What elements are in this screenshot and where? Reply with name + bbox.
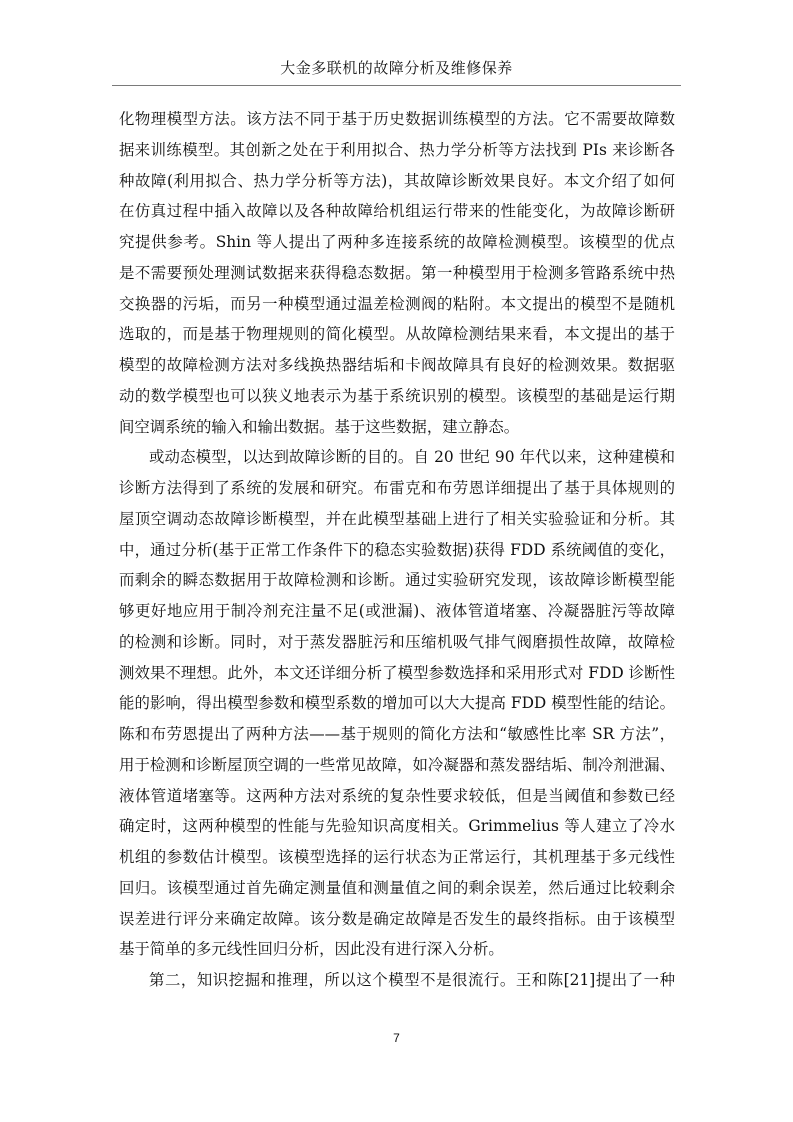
text-line: 是不需要预处理测试数据来获得稳态数据。第一种模型用于检测多管路系统中热 bbox=[119, 263, 675, 282]
text-line: 选取的，而是基于物理规则的简化模型。从故障检测结果来看，本文提出的基于 bbox=[119, 325, 675, 344]
text-line: 究提供参考。Shin 等人提出了两种多连接系统的故障检测模型。该模型的优点 bbox=[119, 233, 675, 251]
text-line: 据来训练模型。其创新之处在于利用拟合、热力学分析等方法找到 PIs 来诊断各 bbox=[119, 140, 675, 159]
paragraph-1 bbox=[119, 104, 675, 442]
text-line: 中，通过分析(基于正常工作条件下的稳态实验数据)获得 FDD 系统阈值的变化， bbox=[119, 540, 675, 559]
text-line: 种故障(利用拟合、热力学分析等方法)，其故障诊断效果良好。本文介绍了如何 bbox=[119, 171, 675, 190]
text-line: 模型的故障检测方法对多线换热器结垢和卡阀故障具有良好的检测效果。数据驱 bbox=[119, 356, 675, 374]
page-number: 7 bbox=[393, 1031, 400, 1045]
text-line: 动的数学模型也可以狭义地表示为基于系统识别的模型。该模型的基础是运行期 bbox=[119, 386, 675, 405]
text-line: 的检测和诊断。同时，对于蒸发器脏污和压缩机吸气排气阀磨损性故障，故障检 bbox=[119, 632, 675, 651]
text-line: 间空调系统的输入和输出数据。基于这些数据，建立静态。 bbox=[119, 417, 520, 436]
text-line: 陈和布劳恩提出了两种方法——基于规则的简化方法和“敏感性比率 SR 方法”， bbox=[119, 725, 675, 743]
text-line: 误差进行评分来确定故障。该分数是确定故障是否发生的最终指标。由于该模型 bbox=[119, 909, 675, 928]
text-line: 机组的参数估计模型。该模型选择的运行状态为正常运行，其机理基于多元线性 bbox=[119, 848, 675, 866]
text-line: 能的影响，得出模型参数和模型系数的增加可以大大提高 FDD 模型性能的结论。 bbox=[119, 694, 675, 713]
text-line: 诊断方法得到了系统的发展和研究。布雷克和布劳恩详细提出了基于具体规则的 bbox=[119, 479, 675, 497]
header-divider bbox=[112, 85, 681, 86]
text-line: 回归。该模型通过首先确定测量值和测量值之间的剩余误差，然后通过比较剩余 bbox=[119, 878, 675, 897]
text-line: 屋顶空调动态故障诊断模型，并在此模型基础上进行了相关实验验证和分析。其 bbox=[119, 509, 675, 528]
text-line: 液体管道堵塞等。这两种方法对系统的复杂性要求较低，但是当阈值和参数已经 bbox=[119, 786, 675, 805]
text-line: 或动态模型，以达到故障诊断的目的。自 20 世纪 90 年代以来，这种建模和 bbox=[149, 448, 675, 467]
text-line: 第二，知识挖掘和推理，所以这个模型不是很流行。王和陈[21]提出了一种 bbox=[149, 971, 675, 989]
text-line: 化物理模型方法。该方法不同于基于历史数据训练模型的方法。它不需要故障数 bbox=[119, 110, 675, 128]
text-line: 用于检测和诊断屋顶空调的一些常见故障，如冷凝器和蒸发器结垢、制冷剂泄漏、 bbox=[119, 755, 675, 774]
text-line: 测效果不理想。此外，本文还详细分析了模型参数选择和采用形式对 FDD 诊断性 bbox=[119, 663, 675, 682]
text-line: 在仿真过程中插入故障以及各种故障给机组运行带来的性能变化，为故障诊断研 bbox=[119, 202, 675, 221]
body-text bbox=[119, 104, 675, 996]
text-line: 确定时，这两种模型的性能与先验知识高度相关。Grimmelius 等人建立了冷水 bbox=[119, 817, 675, 836]
paragraph-3 bbox=[119, 965, 675, 996]
running-header: 大金多联机的故障分析及维修保养 bbox=[280, 59, 513, 77]
text-line: 而剩余的瞬态数据用于故障检测和诊断。通过实验研究发现，该故障诊断模型能 bbox=[119, 571, 675, 590]
text-line: 够更好地应用于制冷剂充注量不足(或泄漏)、液体管道堵塞、冷凝器脏污等故障 bbox=[119, 602, 675, 620]
text-line: 交换器的污垢，而另一种模型通过温差检测阀的粘附。本文提出的模型不是随机 bbox=[119, 294, 675, 313]
text-line: 基于简单的多元线性回归分析，因此没有进行深入分析。 bbox=[119, 940, 504, 959]
paragraph-2 bbox=[119, 442, 675, 965]
